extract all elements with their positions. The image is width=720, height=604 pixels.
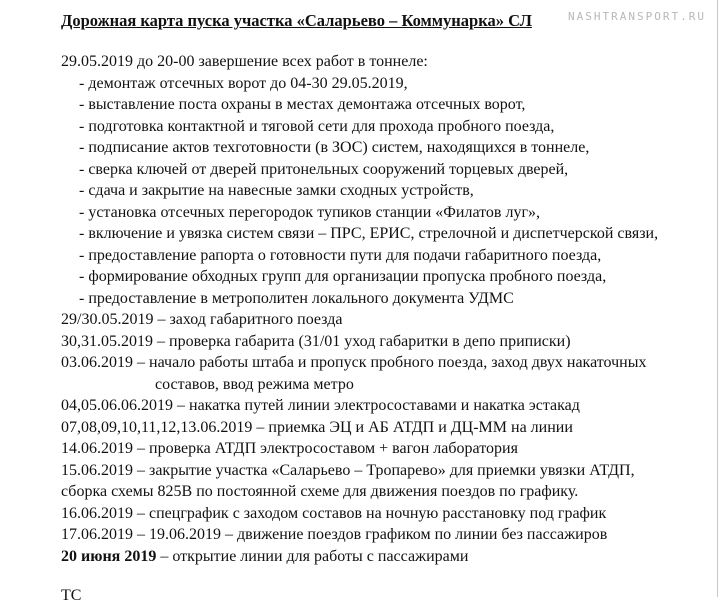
roadmap-line-8: - установка отсечных перегородок тупиков станции «Филатов луг»,: [79, 203, 541, 221]
roadmap-line-3: - выставление поста охраны в местах демонтажа отсечных ворот,: [79, 96, 526, 113]
roadmap-line-15: 03.06.2019 – начало работы штаба и пропуск пробного поезда, заход двух накаточных: [61, 354, 647, 371]
roadmap-line-1: 29.05.2019 до 20-00 завершение всех работ в тоннеле:: [61, 53, 428, 70]
watermark: NASHTRANSPORT.RU: [568, 10, 706, 23]
roadmap-line-12: - предоставление в метрополитен локального документа УДМС: [79, 289, 514, 307]
roadmap-line-20: 15.06.2019 – закрытие участка «Саларьево – Тропарево» для приемки увязки АТДП,: [61, 461, 635, 479]
roadmap-line-6: - сверка ключей от дверей притонельных сооружений торцевых дверей,: [79, 160, 569, 178]
roadmap-line-21: сборка схемы 825В по постоянной схеме для движения поездов по графику.: [61, 483, 579, 500]
roadmap-line-10: - предоставление рапорта о готовности пути для подачи габаритного поезда,: [79, 246, 602, 264]
page-edge-divider: [717, 0, 718, 597]
roadmap-line-5: - подписание актов техготовности (в ЗОС) систем, находящихся в тоннеле,: [79, 139, 590, 156]
roadmap-line-9: - включение и увязка систем связи – ПРС, ЕРИС, стрелочной и диспетчерской связи,: [79, 225, 659, 242]
roadmap-line-7: - сдача и закрытие на навесные замки сходных устройств,: [79, 182, 474, 199]
roadmap-line-19: 14.06.2019 – проверка АТДП электросоставом + вагон лаборатория: [61, 440, 518, 457]
roadmap-line-4: - подготовка контактной и тяговой сети для прохода пробного поезда,: [79, 117, 555, 135]
roadmap-line-2: - демонтаж отсечных ворот до 04-30 29.05.2019,: [79, 74, 408, 92]
roadmap-line-14: 30,31.05.2019 – проверка габарита (31/01 уход габаритки в депо приписки): [61, 332, 571, 350]
roadmap-line-23: 17.06.2019 – 19.06.2019 – движение поездов графиком по линии без пассажиров: [61, 526, 608, 543]
roadmap-line-17: 04,05.06.06.2019 – накатка путей линии электросоставами и накатка эстакад: [61, 397, 580, 414]
document-title: Дорожная карта пуска участка «Саларьево – Коммунарка» СЛ: [61, 11, 532, 30]
roadmap-line-22: 16.06.2019 – спецграфик с заходом составов на ночную расстановку под график: [61, 504, 607, 522]
roadmap-line-13: 29/30.05.2019 – заход габаритного поезда: [61, 311, 343, 328]
roadmap-line-16: составов, ввод режима метро: [155, 375, 354, 393]
roadmap-line-18: 07,08,09,10,11,12,13.06.2019 – приемка ЭЦ и АБ АТДП и ДЦ-ММ на линии: [61, 418, 573, 436]
roadmap-list: [61, 51, 711, 567]
cut-off-text: ТС: [61, 587, 82, 604]
roadmap-line-11: - формирование обходных групп для организации пропуска пробного поезда,: [79, 268, 607, 285]
roadmap-line-24: 20 июня 2019 – открытие линии для работы с пассажирами: [61, 547, 469, 565]
